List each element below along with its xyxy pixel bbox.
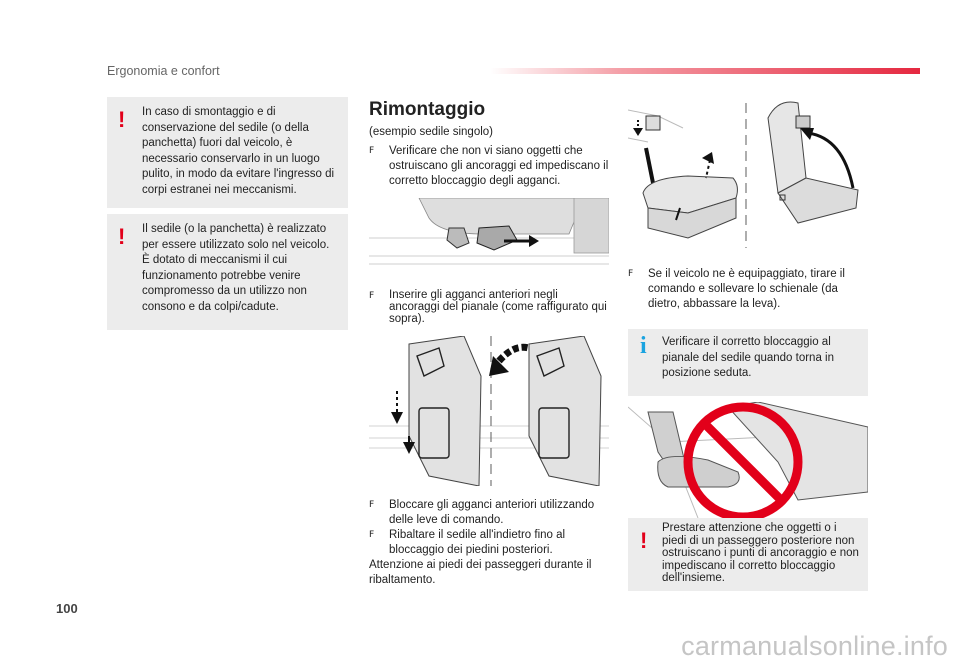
illustration-front-hooks xyxy=(369,336,609,486)
warning-note-2-text: Il sedile (o la panchetta) è realizzato per essere utilizzato solo nel veicolo. È dotato di meccanismi il cui funzionamento potrebbe venire compromesso da un utilizzo non consono e da colpi/cadute. xyxy=(142,223,330,313)
page-number: 100 xyxy=(56,601,78,616)
warning-icon: ! xyxy=(118,224,126,249)
illustration-no-feet-obstruction xyxy=(628,402,868,518)
bullet-icon: F xyxy=(369,530,375,540)
header-accent-line xyxy=(490,68,920,74)
info-note xyxy=(628,329,868,396)
step-4-text: Ribaltare il sedile all'indietro fino al bloccaggio dei piedini posteriori. xyxy=(389,529,566,556)
bullet-icon: F xyxy=(369,146,375,156)
bullet-icon: F xyxy=(369,291,375,301)
bullet-icon: F xyxy=(369,500,375,510)
illustration-floor-anchors xyxy=(369,198,609,280)
step-2-text: Inserire gli agganci anteriori negli ancoraggi del pianale (come raffigurato qui sopra). xyxy=(389,289,607,325)
step-5-text: Se il veicolo ne è equipaggiato, tirare il comando e sollevare lo schienale (da dietro, abbassare la leva). xyxy=(648,268,845,310)
warning-note-3-text: Prestare attenzione che oggetti o i piedi di un passeggero posteriore non ostruiscano i punti di ancoraggio e non impediscano il corretto bloccaggio dell'insieme. xyxy=(662,522,859,584)
ribaltamento-note: Attenzione ai piedi dei passeggeri durante il ribaltamento. xyxy=(369,559,592,586)
steps-3-4 xyxy=(369,498,609,588)
step-2 xyxy=(369,289,609,325)
bullet-icon: F xyxy=(628,269,634,279)
section-header-title: Ergonomia e confort xyxy=(107,64,220,78)
section-title: Rimontaggio xyxy=(369,99,486,120)
watermark: carmanualsonline.info xyxy=(681,631,948,661)
illustration-seat-backrest xyxy=(628,98,868,258)
warning-note-3 xyxy=(628,518,868,591)
warning-note-2 xyxy=(107,214,348,330)
step-1 xyxy=(369,144,609,189)
warning-icon: ! xyxy=(640,528,648,553)
warning-icon: ! xyxy=(118,107,126,132)
info-note-text: Verificare il corretto bloccaggio al pianale del sedile quando torna in posizione seduta. xyxy=(662,336,834,380)
step-4 xyxy=(369,528,609,558)
info-icon: i xyxy=(640,333,647,359)
warning-note-1 xyxy=(107,97,348,208)
step-3-text: Bloccare gli agganci anteriori utilizzando delle leve di comando. xyxy=(389,499,595,526)
section-subtitle: (esempio sedile singolo) xyxy=(369,126,494,138)
step-1-text: Verificare che non vi siano oggetti che ostruiscano gli ancoraggi ed impediscano il corretto bloccaggio degli agganci. xyxy=(389,145,609,187)
step-3 xyxy=(369,498,609,528)
warning-note-1-text: In caso di smontaggio e di conservazione del sedile (o della panchetta) fuori dal veicolo, è necessario conservarlo in un luogo pulito, in modo da evitare l'ingresso di corpi estranei nei meccanismi. xyxy=(142,106,335,196)
step-5 xyxy=(628,267,868,312)
